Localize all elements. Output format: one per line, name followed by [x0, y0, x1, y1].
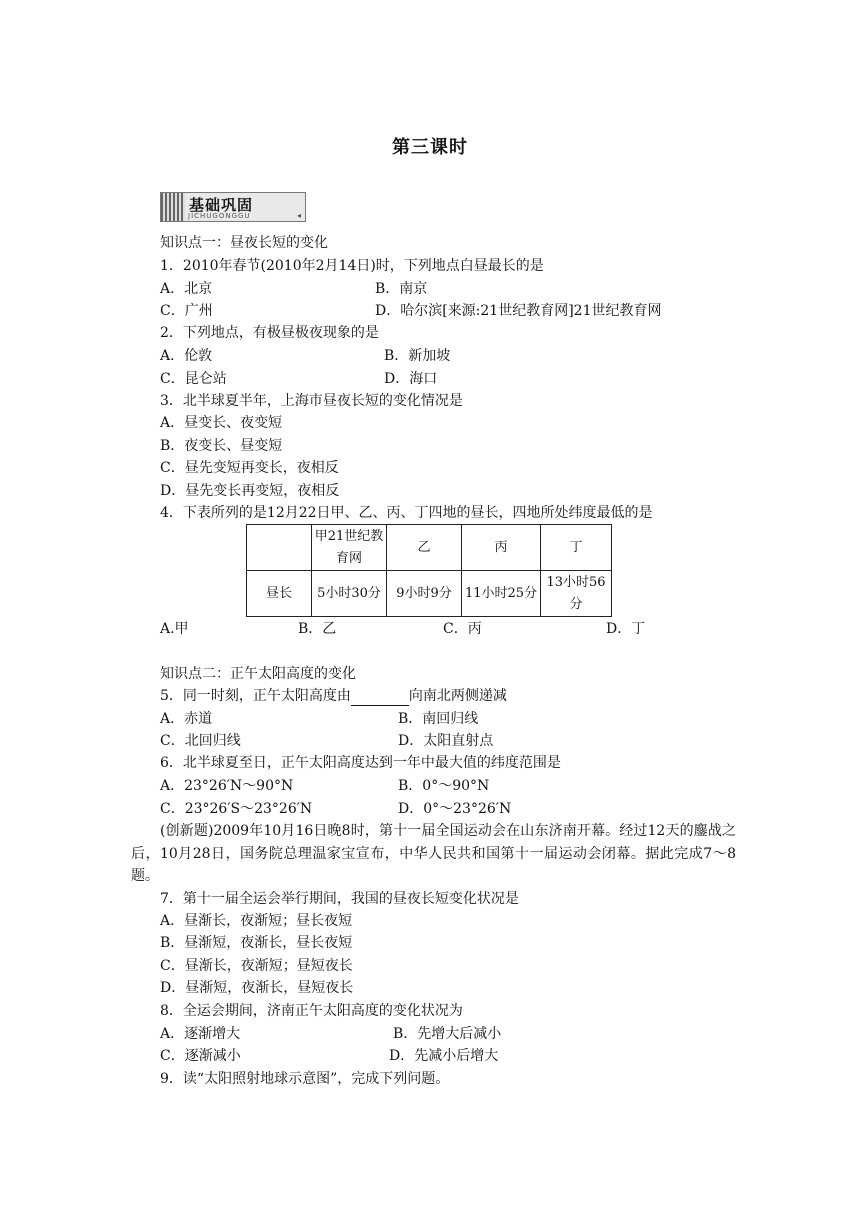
q4-option-c: C．丙 [443, 621, 482, 637]
banner-stripe-decoration [161, 193, 185, 221]
q2-option-a: A．伦敦 [160, 348, 213, 364]
q2-stem: 2．下列地点，有极昼极夜现象的是 [160, 325, 379, 341]
banner-subtitle: JICHUGONGGU [188, 212, 251, 220]
q5-stem-pre: 5．同一时刻，正午太阳高度由 [160, 688, 351, 704]
table-header-cell: 乙 [387, 525, 462, 571]
table-cell: 5小时30分 [312, 571, 387, 617]
q1-option-b: B．南京 [375, 281, 428, 297]
table-cell: 11小时25分 [462, 571, 541, 617]
q1-option-c: C．广州 [160, 303, 213, 319]
q8-stem: 8．全运会期间，济南正午太阳高度的变化状况为 [160, 1003, 463, 1019]
q7-option-a: A．昼渐长，夜渐短；昼长夜短 [160, 913, 353, 929]
section-heading-1: 知识点一：昼夜长短的变化 [160, 235, 328, 251]
q9-stem: 9．读“太阳照射地球示意图”，完成下列问题。 [160, 1071, 450, 1087]
q6-stem: 6．北半球夏至日，正午太阳高度达到一年中最大值的纬度范围是 [160, 755, 561, 771]
page-title: 第三课时 [392, 137, 468, 158]
table-header-cell: 丁 [541, 525, 612, 571]
q3-option-c: C．昼先变短再变长，夜相反 [160, 460, 339, 476]
q5-stem-post: 向南北两侧递减 [408, 688, 507, 704]
q8-option-b: B．先增大后减小 [393, 1026, 502, 1042]
q7-option-d: D．昼渐短，夜渐长，昼短夜长 [160, 980, 354, 996]
q6-option-b: B．0°～90°N [398, 778, 490, 794]
passage: (创新题)2009年10月16日晚8时，第十一届全国运动会在山东济南开幕。经过12天的鏖战之后，10月28日，国务院总理温家宝宣布，中华人民共和国第十一届运动会闭幕。据此完成7～8题。 [131, 823, 736, 884]
table-header-row [247, 525, 612, 571]
q7-option-c: C．昼渐长，夜渐短；昼短夜长 [160, 958, 353, 974]
q3-stem: 3．北半球夏半年，上海市昼夜长短的变化情况是 [160, 393, 463, 409]
q1-option-a: A．北京 [160, 281, 213, 297]
q6-option-a: A．23°26′N～90°N [160, 778, 294, 794]
table-cell: 9小时9分 [387, 571, 462, 617]
q1-option-d: D．哈尔滨[来源:21世纪教育网]21世纪教育网 [375, 303, 662, 319]
q7-option-b: B．昼渐短，夜渐长，昼长夜短 [160, 935, 353, 951]
q1-stem: 1．2010年春节(2010年2月14日)时，下列地点白昼最长的是 [160, 258, 544, 274]
table-cell: 昼长 [247, 571, 312, 617]
q5-option-b: B．南回归线 [398, 711, 479, 727]
q2-option-b: B．新加坡 [384, 348, 451, 364]
q4-option-d: D．丁 [606, 621, 646, 637]
q5-option-a: A．赤道 [160, 711, 213, 727]
table-header-cell [247, 525, 312, 571]
daylength-table [246, 524, 612, 617]
section-banner [160, 192, 306, 222]
banner-title: 基础巩固 [189, 196, 254, 214]
q3-option-d: D．昼先变长再变短，夜相反 [160, 483, 340, 499]
q5-stem [160, 686, 507, 706]
section-heading-2: 知识点二：正午太阳高度的变化 [160, 666, 356, 682]
q2-option-c: C．昆仑站 [160, 371, 227, 387]
table-header-cell: 丙 [462, 525, 541, 571]
q8-option-a: A．逐渐增大 [160, 1026, 241, 1042]
q3-option-b: B．夜变长、昼变短 [160, 438, 283, 454]
q3-option-a: A．昼变长、夜变短 [160, 415, 283, 431]
q4-option-b: B．乙 [298, 621, 337, 637]
q4-stem: 4．下表所列的是12月22日甲、乙、丙、丁四地的昼长，四地所处纬度最低的是 [160, 505, 653, 521]
q4-option-a: A.甲 [160, 621, 189, 637]
table-row [247, 571, 612, 617]
q5-option-d: D．太阳直射点 [398, 733, 494, 749]
q2-option-d: D．海口 [384, 371, 438, 387]
q8-option-c: C．逐渐减小 [160, 1048, 241, 1064]
q8-option-d: D．先减小后增大 [389, 1048, 499, 1064]
banner-arrow-icon: ◂ [296, 211, 301, 220]
q7-stem: 7．第十一届全运会举行期间，我国的昼夜长短变化状况是 [160, 891, 519, 907]
q5-option-c: C．北回归线 [160, 733, 241, 749]
fill-blank [351, 691, 409, 706]
table-header-cell: 甲21世纪教育网 [312, 525, 387, 571]
q6-option-d: D．0°～23°26′N [398, 801, 512, 817]
table-cell: 13小时56分 [541, 571, 612, 617]
q6-option-c: C．23°26′S～23°26′N [160, 801, 313, 817]
